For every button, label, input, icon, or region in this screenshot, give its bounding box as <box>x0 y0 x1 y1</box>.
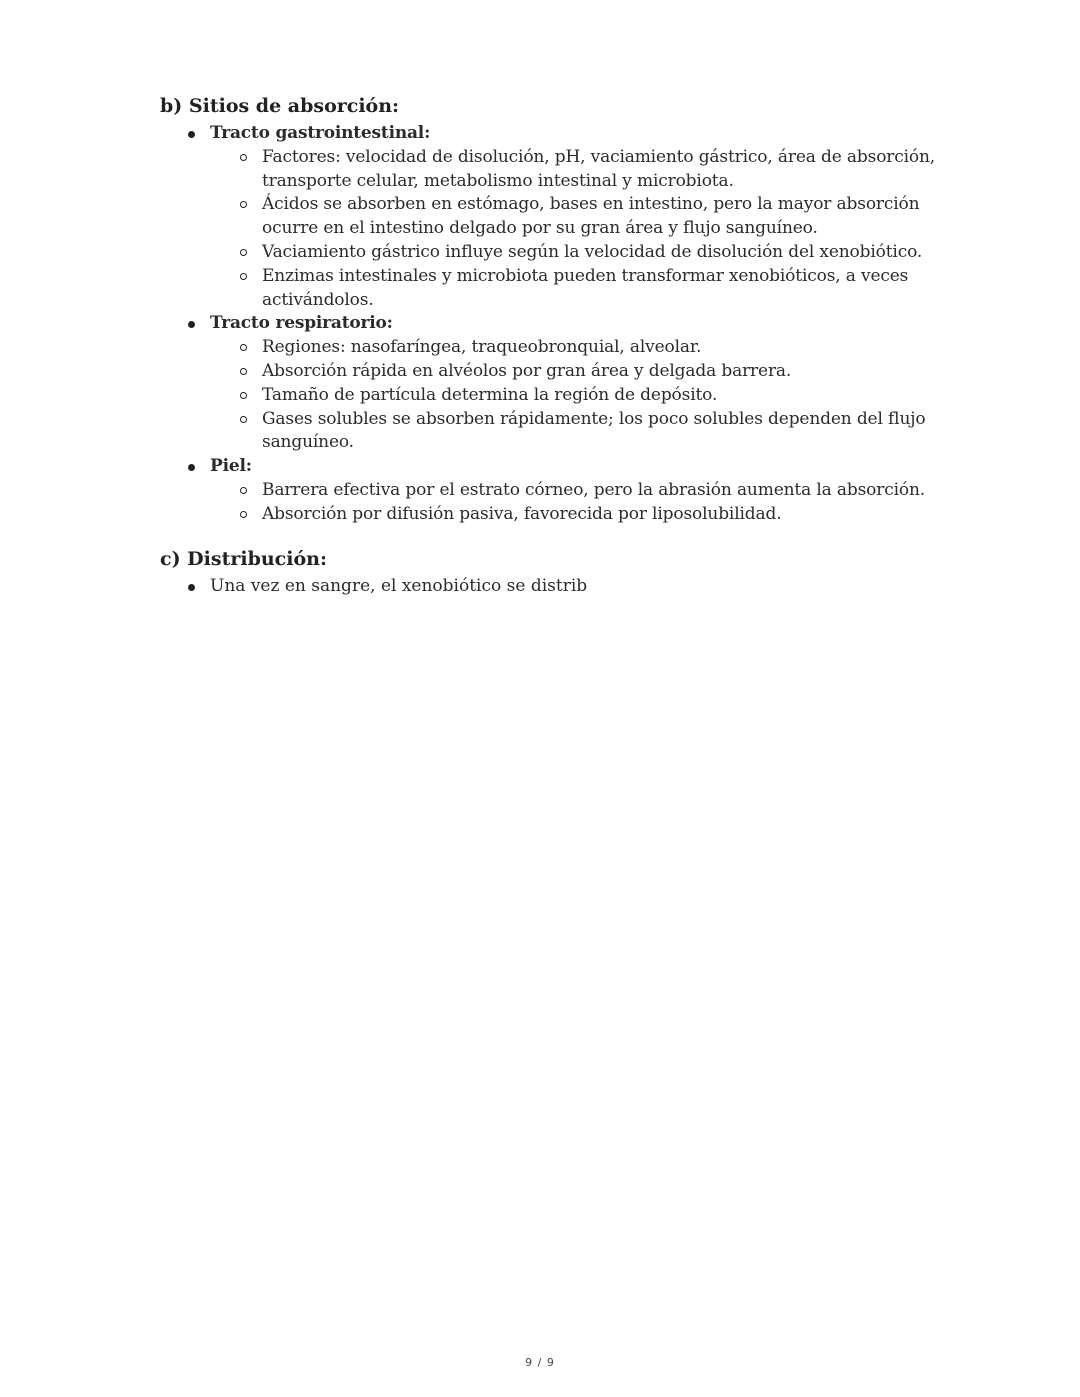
sublist <box>210 146 950 313</box>
sublist-item: Enzimas intestinales y microbiota pueden transformar xenobióticos, a veces activándolos. <box>210 265 950 313</box>
list-item-tracto-gastrointestinal <box>160 122 950 312</box>
sublist-item: Gases solubles se absorben rápidamente; los poco solubles dependen del flujo sanguíneo. <box>210 408 950 456</box>
item-title: Piel: <box>210 456 252 477</box>
sublist-item: Ácidos se absorben en estómago, bases en intestino, pero la mayor absorción ocurre en el intestino delgado por su gran área y flujo sanguíneo. <box>210 193 950 241</box>
section-c-heading: c) Distribución: <box>160 548 327 570</box>
sublist-item: Factores: velocidad de disolución, pH, vaciamiento gástrico, área de absorción, transporte celular, metabolismo intestinal y microbiota. <box>210 146 950 194</box>
sublist-item: Vaciamiento gástrico influye según la velocidad de disolución del xenobiótico. <box>210 241 950 265</box>
sublist-item: Regiones: nasofaríngea, traqueobronquial, alveolar. <box>210 336 950 360</box>
page-number: 9 / 9 <box>525 1356 555 1369</box>
sublist-item: Barrera efectiva por el estrato córneo, pero la abrasión aumenta la absorción. <box>210 479 950 503</box>
list-item-tracto-respiratorio <box>160 312 950 455</box>
section-b-list <box>160 122 950 527</box>
list-item: Una vez en sangre, el xenobiótico se distrib <box>160 575 950 599</box>
sublist <box>210 336 950 455</box>
section-b-heading: b) Sitios de absorción: <box>160 95 400 117</box>
item-title: Tracto respiratorio: <box>210 313 393 334</box>
section-c-list <box>160 575 950 599</box>
sublist-item: Tamaño de partícula determina la región de depósito. <box>210 384 950 408</box>
sublist <box>210 479 950 527</box>
sublist-item: Absorción rápida en alvéolos por gran área y delgada barrera. <box>210 360 950 384</box>
sublist-item: Absorción por difusión pasiva, favorecida por liposolubilidad. <box>210 503 950 527</box>
list-item-piel <box>160 455 950 526</box>
item-title: Tracto gastrointestinal: <box>210 123 431 143</box>
